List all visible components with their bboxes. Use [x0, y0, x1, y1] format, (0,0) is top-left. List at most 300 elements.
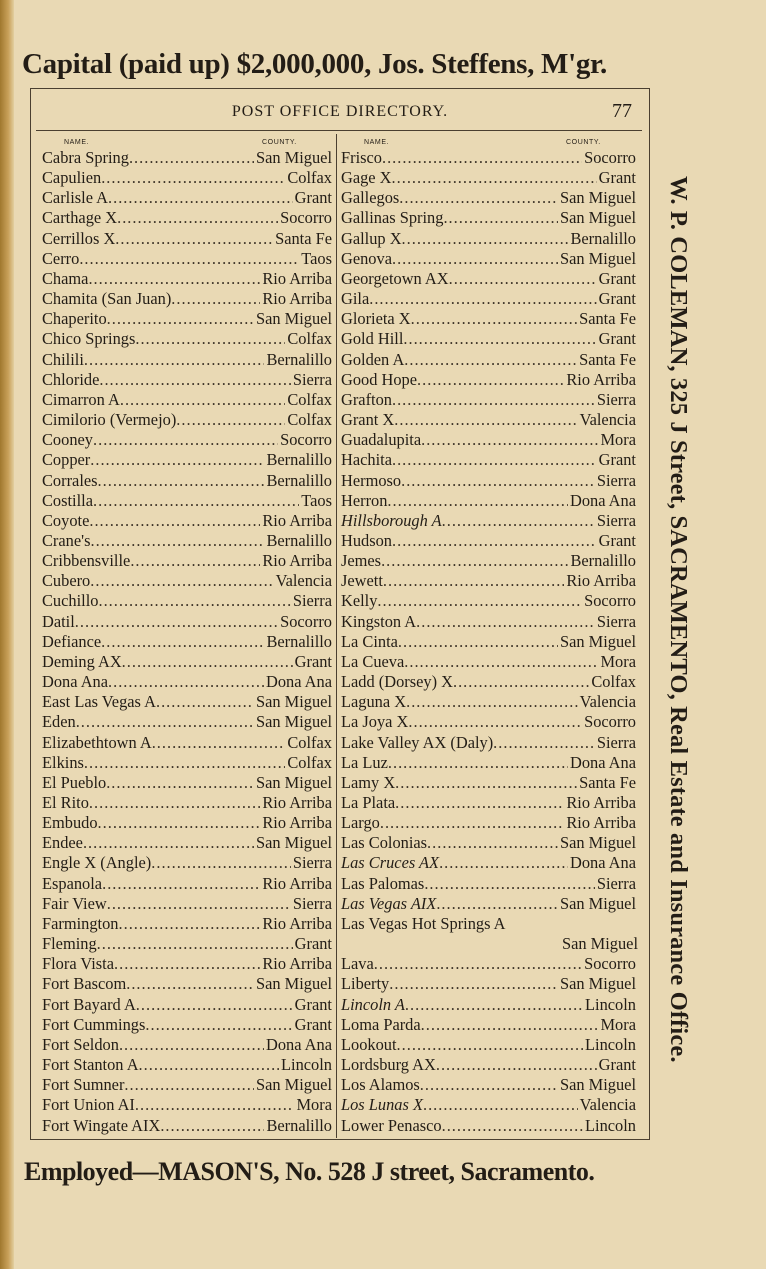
county-name: Grant	[598, 450, 636, 470]
directory-entry	[42, 148, 332, 168]
county-name: San Miguel	[255, 692, 332, 712]
dot-leader	[93, 491, 299, 511]
county-name: Grant	[598, 329, 636, 349]
dot-leader	[404, 350, 577, 370]
county-name: Socorro	[584, 712, 636, 732]
county-name: Grant	[294, 1014, 332, 1034]
dot-leader	[404, 652, 598, 672]
dot-leader	[374, 954, 582, 974]
post-office-name: Fort Bayard A	[42, 994, 136, 1014]
post-office-name: Fort Bascom	[42, 974, 127, 994]
dot-leader	[119, 1035, 264, 1055]
directory-entry	[341, 612, 636, 632]
county-name: Sierra	[596, 510, 636, 530]
directory-entry	[341, 551, 636, 571]
post-office-name: Hudson	[341, 530, 392, 550]
post-office-name: Fort Wingate AIX	[42, 1115, 161, 1135]
county-name: Taos	[301, 490, 332, 510]
post-office-name: Grant X	[341, 410, 395, 430]
header-rule	[36, 130, 642, 131]
post-office-name: Carlisle A	[42, 188, 109, 208]
county-name: Mora	[600, 1014, 636, 1034]
post-office-name: East Las Vegas A	[42, 692, 156, 712]
county-name: Dona Ana	[569, 490, 636, 510]
post-office-name: Georgetown AX	[341, 268, 449, 288]
dot-leader	[135, 1095, 295, 1115]
dot-leader	[75, 612, 278, 632]
dot-leader	[392, 249, 558, 269]
county-name: Lincoln	[585, 1115, 636, 1135]
dot-leader	[122, 652, 293, 672]
county-name: Dona Ana	[569, 752, 636, 772]
dot-leader	[395, 793, 564, 813]
dot-leader	[93, 430, 278, 450]
county-name: Taos	[301, 248, 332, 268]
county-name: Grant	[598, 530, 636, 550]
dot-leader	[135, 329, 285, 349]
county-name: Santa Fe	[579, 309, 636, 329]
directory-entry	[42, 511, 332, 531]
post-office-name: Carthage X	[42, 208, 118, 228]
post-office-name: La Plata	[341, 793, 396, 812]
dot-leader	[405, 995, 583, 1015]
post-office-name: Chilili	[42, 349, 84, 369]
county-name: San Miguel	[255, 772, 332, 792]
county-name: Socorro	[584, 591, 636, 611]
county-name: San Miguel	[255, 712, 332, 732]
post-office-name: El Pueblo	[42, 772, 107, 792]
post-office-name: Chloride	[42, 369, 100, 389]
county-name: Grant	[598, 168, 636, 188]
dot-leader	[382, 148, 582, 168]
county-name: San Miguel	[559, 631, 636, 651]
dot-leader	[381, 551, 568, 571]
directory-entry	[42, 934, 332, 954]
directory-entry	[341, 853, 636, 873]
county-name: Bernalillo	[266, 450, 332, 470]
directory-entry	[341, 188, 636, 208]
post-office-name: Lower Penasco	[341, 1115, 442, 1135]
post-office-name: Elkins	[42, 752, 84, 772]
dot-leader	[107, 894, 291, 914]
county-name: Bernalillo	[570, 551, 636, 571]
post-office-name: Crane's	[42, 530, 91, 550]
dot-leader	[401, 471, 595, 491]
directory-entry	[42, 914, 332, 934]
post-office-name: Engle X (Angle)	[42, 853, 152, 873]
county-name: Grant	[294, 651, 332, 671]
dot-leader	[99, 370, 291, 390]
dot-leader	[115, 229, 273, 249]
county-name: San Miguel	[559, 1075, 636, 1095]
directory-entry	[341, 632, 636, 652]
post-office-name: Cimarron A	[42, 389, 120, 409]
running-title: POST OFFICE DIRECTORY.	[231, 103, 449, 120]
county-name: Mora	[296, 1095, 332, 1115]
dot-leader	[139, 1055, 279, 1075]
post-office-name: Lava	[341, 954, 374, 974]
post-office-name: Fort Seldon	[42, 1034, 119, 1054]
dot-leader	[395, 773, 577, 793]
post-office-name: Dona Ana	[42, 672, 109, 692]
post-office-name: Liberty	[341, 974, 390, 994]
right-county-column-header: COUNTY.	[566, 139, 601, 146]
directory-entry	[42, 995, 332, 1015]
county-name: Colfax	[287, 389, 332, 409]
dot-leader	[421, 1015, 599, 1035]
county-name: Rio Arriba	[262, 913, 332, 933]
directory-entry	[42, 229, 332, 249]
post-office-name: Defiance	[42, 631, 102, 651]
post-office-name: Ladd (Dorsey) X	[341, 672, 453, 692]
dot-leader	[76, 712, 254, 732]
dot-leader	[160, 1116, 264, 1136]
directory-entry	[42, 793, 332, 813]
dot-leader	[411, 309, 577, 329]
post-office-name: Hermoso	[341, 470, 402, 490]
post-office-name: Corrales	[42, 470, 98, 490]
dot-leader	[98, 591, 290, 611]
post-office-name: Lamy X	[341, 772, 396, 792]
post-office-name: Grafton	[341, 389, 392, 409]
county-name: Colfax	[287, 329, 332, 349]
directory-entry	[42, 370, 332, 390]
directory-entry	[341, 934, 636, 954]
county-name: Lincoln	[585, 1034, 636, 1054]
directory-entry	[341, 410, 636, 430]
dot-leader	[98, 471, 265, 491]
post-office-name: Loma Parda	[341, 1014, 421, 1034]
directory-entry	[42, 853, 332, 873]
dot-leader	[108, 672, 264, 692]
post-office-name: Coyote	[42, 510, 90, 530]
directory-entry	[341, 813, 636, 833]
dot-leader	[436, 894, 558, 914]
county-name: Grant	[294, 994, 332, 1014]
county-name: Bernalillo	[570, 228, 636, 248]
dot-leader	[439, 853, 568, 873]
post-office-name: Cubero	[42, 571, 91, 591]
directory-entry	[341, 370, 636, 390]
county-name: Rio Arriba	[566, 793, 636, 812]
directory-entry	[341, 1035, 636, 1055]
directory-entry	[42, 894, 332, 914]
dot-leader	[90, 571, 273, 591]
directory-entry	[42, 309, 332, 329]
post-office-name: Espanola	[42, 873, 103, 893]
county-name: San Miguel	[561, 934, 638, 954]
county-name: Grant	[294, 188, 332, 208]
post-office-name: Guadalupita	[341, 430, 422, 450]
dot-leader	[383, 571, 564, 591]
dot-leader	[408, 712, 582, 732]
county-name: San Miguel	[559, 974, 636, 994]
directory-entry	[341, 390, 636, 410]
dot-leader	[151, 853, 291, 873]
directory-entry	[42, 652, 332, 672]
post-office-name: Chamita (San Juan)	[42, 289, 172, 309]
dot-leader	[156, 692, 254, 712]
post-office-name: Frisco	[341, 148, 382, 167]
directory-entry	[42, 249, 332, 269]
post-office-name: Costilla	[42, 490, 93, 510]
dot-leader	[107, 309, 254, 329]
directory-entry	[341, 571, 636, 591]
post-office-name: Las Palomas	[341, 873, 425, 893]
dot-leader	[369, 289, 596, 309]
dot-leader	[392, 168, 597, 188]
county-name: Rio Arriba	[262, 793, 332, 812]
county-name: Socorro	[584, 954, 636, 974]
dot-leader	[420, 1075, 558, 1095]
post-office-name: Chama	[42, 268, 89, 288]
directory-entry	[341, 249, 636, 269]
dot-leader	[84, 350, 265, 370]
post-office-name: Los Alamos	[341, 1075, 420, 1095]
dot-leader	[152, 733, 286, 753]
directory-entry	[42, 430, 332, 450]
county-name: San Miguel	[559, 248, 636, 268]
county-name: Rio Arriba	[262, 873, 332, 893]
dot-leader	[421, 430, 598, 450]
post-office-name: Genova	[341, 248, 392, 268]
right-name-column-header: NAME.	[364, 139, 390, 146]
dot-leader	[117, 208, 278, 228]
county-name: Mora	[600, 430, 636, 450]
dot-leader	[101, 632, 264, 652]
directory-entry	[42, 672, 332, 692]
post-office-name: Gila	[341, 289, 370, 309]
county-name: San Miguel	[559, 893, 636, 913]
county-name: Santa Fe	[275, 228, 332, 248]
bottom-advertisement-banner: Employed—MASON'S, No. 528 J street, Sacramento.	[24, 1157, 595, 1186]
post-office-name: El Rito	[42, 793, 89, 812]
dot-leader	[89, 793, 260, 813]
post-office-name: Las Vegas Hot Springs A	[341, 913, 506, 933]
directory-entry	[42, 329, 332, 349]
county-name: Colfax	[287, 732, 332, 752]
county-name: San Miguel	[255, 1075, 332, 1095]
directory-entry	[341, 712, 636, 732]
post-office-name: Farmington	[42, 913, 119, 933]
county-name: Bernalillo	[266, 1115, 332, 1135]
post-office-name: Fair View	[42, 893, 107, 913]
post-office-name: Cribbensville	[42, 551, 131, 571]
dot-leader	[453, 672, 589, 692]
dot-leader	[397, 1035, 583, 1055]
post-office-name: Fort Union AI	[42, 1095, 135, 1115]
dot-leader	[493, 733, 595, 753]
left-county-column-header: COUNTY.	[262, 139, 297, 146]
directory-entry	[42, 188, 332, 208]
county-name: Dona Ana	[265, 1034, 332, 1054]
county-name: Sierra	[596, 389, 636, 409]
dot-leader	[83, 833, 254, 853]
post-office-name: Las Colonias	[341, 833, 428, 853]
county-name: Valencia	[579, 1095, 636, 1115]
directory-entry	[341, 309, 636, 329]
post-office-name: Cerrillos X	[42, 228, 116, 248]
post-office-name: Datil	[42, 611, 75, 631]
county-name: Sierra	[292, 893, 332, 913]
directory-entry	[341, 329, 636, 349]
directory-entry	[341, 1055, 636, 1075]
post-office-name: Cuchillo	[42, 591, 99, 611]
directory-entry	[341, 954, 636, 974]
directory-entry	[42, 974, 332, 994]
post-office-name: Cabra Spring	[42, 148, 129, 167]
post-office-name: Gold Hill	[341, 329, 404, 349]
directory-entry	[341, 208, 636, 228]
dot-leader	[130, 551, 260, 571]
county-name: Sierra	[596, 611, 636, 631]
directory-entry	[42, 833, 332, 853]
post-office-name: Flora Vista	[42, 954, 115, 974]
dot-leader	[120, 390, 286, 410]
county-name: San Miguel	[559, 208, 636, 228]
county-name: Rio Arriba	[262, 510, 332, 530]
county-name: Bernalillo	[266, 349, 332, 369]
post-office-name: Hillsborough A	[341, 510, 442, 530]
post-office-name: Las Cruces AX	[341, 853, 440, 873]
post-office-name: La Joya X	[341, 712, 409, 732]
county-name: Grant	[598, 289, 636, 309]
directory-entry	[42, 591, 332, 611]
directory-entry	[341, 450, 636, 470]
post-office-name: Jewett	[341, 571, 383, 591]
post-office-name: Lookout	[341, 1034, 397, 1054]
county-name: Sierra	[292, 591, 332, 611]
directory-entry	[42, 1015, 332, 1035]
directory-entry	[42, 551, 332, 571]
post-office-name: Los Lunas X	[341, 1095, 423, 1115]
county-name: Rio Arriba	[262, 551, 332, 571]
county-name: Lincoln	[281, 1055, 332, 1075]
directory-entry	[341, 773, 636, 793]
directory-entry	[341, 1116, 636, 1136]
post-office-name: Fort Stanton A	[42, 1055, 139, 1075]
directory-entry	[42, 692, 332, 712]
dot-leader	[398, 632, 558, 652]
dot-leader	[406, 692, 577, 712]
dot-leader	[97, 934, 293, 954]
post-office-name: Cooney	[42, 430, 93, 450]
directory-entry	[42, 1075, 332, 1095]
directory-entry	[42, 531, 332, 551]
post-office-name: Lincoln A	[341, 994, 405, 1014]
directory-entry	[42, 954, 332, 974]
dot-leader	[403, 329, 596, 349]
dot-leader	[392, 450, 597, 470]
post-office-name: Copper	[42, 450, 91, 470]
post-office-name: Good Hope	[341, 369, 418, 389]
directory-entry	[341, 974, 636, 994]
directory-entry	[341, 531, 636, 551]
county-name: Grant	[294, 934, 332, 954]
left-directory-column	[42, 148, 332, 1138]
side-banner-text: W. P. COLEMAN, 325 J Street, SACRAMENTO, Real Estate and Insurance Office.	[665, 176, 692, 1063]
dot-leader	[402, 229, 569, 249]
post-office-name: Laguna X	[341, 692, 407, 712]
post-office-name: Herron	[341, 490, 388, 510]
post-office-name: Jemes	[341, 551, 382, 571]
county-name: Rio Arriba	[566, 813, 636, 833]
right-directory-column	[341, 148, 636, 1138]
directory-entry	[341, 874, 636, 894]
directory-entry	[42, 753, 332, 773]
post-office-name: La Cueva	[341, 651, 405, 671]
county-name: San Miguel	[255, 309, 332, 329]
dot-leader	[114, 954, 260, 974]
directory-entry	[341, 833, 636, 853]
dot-leader	[387, 491, 568, 511]
county-name: Bernalillo	[266, 530, 332, 550]
county-name: Santa Fe	[579, 349, 636, 369]
post-office-name: Cerro	[42, 248, 80, 268]
column-divider	[336, 134, 337, 1138]
directory-entry	[42, 773, 332, 793]
directory-entry	[341, 229, 636, 249]
county-name: Santa Fe	[579, 772, 636, 792]
directory-entry	[341, 491, 636, 511]
dot-leader	[380, 813, 565, 833]
post-office-name: Chico Springs	[42, 329, 136, 349]
post-office-name: La Luz	[341, 752, 388, 772]
dot-leader	[106, 773, 254, 793]
directory-entry	[42, 208, 332, 228]
county-name: San Miguel	[255, 974, 332, 994]
county-name: Bernalillo	[266, 470, 332, 490]
post-office-name: La Cinta	[341, 631, 398, 651]
directory-entry	[42, 813, 332, 833]
dot-leader	[171, 289, 260, 309]
dot-leader	[145, 1015, 292, 1035]
county-name: Colfax	[287, 168, 332, 188]
county-name: Rio Arriba	[566, 369, 636, 389]
post-office-name: Fort Sumner	[42, 1075, 125, 1095]
county-name: Mora	[600, 651, 636, 671]
post-office-name: Las Vegas AIX	[341, 893, 437, 913]
directory-entry	[341, 1095, 636, 1115]
directory-entry	[42, 450, 332, 470]
directory-entry	[42, 168, 332, 188]
directory-entry	[341, 914, 636, 934]
dot-leader	[126, 974, 254, 994]
directory-entry	[341, 269, 636, 289]
county-name: Lincoln	[585, 994, 636, 1014]
county-name: Dona Ana	[569, 853, 636, 873]
dot-leader	[90, 531, 264, 551]
dot-leader	[98, 813, 261, 833]
dot-leader	[124, 1075, 254, 1095]
post-office-name: Glorieta X	[341, 309, 411, 329]
dot-leader	[424, 874, 595, 894]
directory-entry	[42, 733, 332, 753]
post-office-name: Fleming	[42, 934, 97, 954]
directory-entry	[341, 1015, 636, 1035]
post-office-name: Deming AX	[42, 651, 122, 671]
directory-entry	[42, 491, 332, 511]
county-name: Dona Ana	[265, 672, 332, 692]
dot-leader	[417, 370, 564, 390]
post-office-name: Fort Cummings	[42, 1014, 146, 1034]
post-office-name: Cimilorio (Vermejo)	[42, 410, 177, 430]
directory-entry	[341, 289, 636, 309]
county-name: Rio Arriba	[262, 268, 332, 288]
county-name: Socorro	[280, 430, 332, 450]
county-name: Colfax	[591, 672, 636, 692]
dot-leader	[88, 269, 260, 289]
